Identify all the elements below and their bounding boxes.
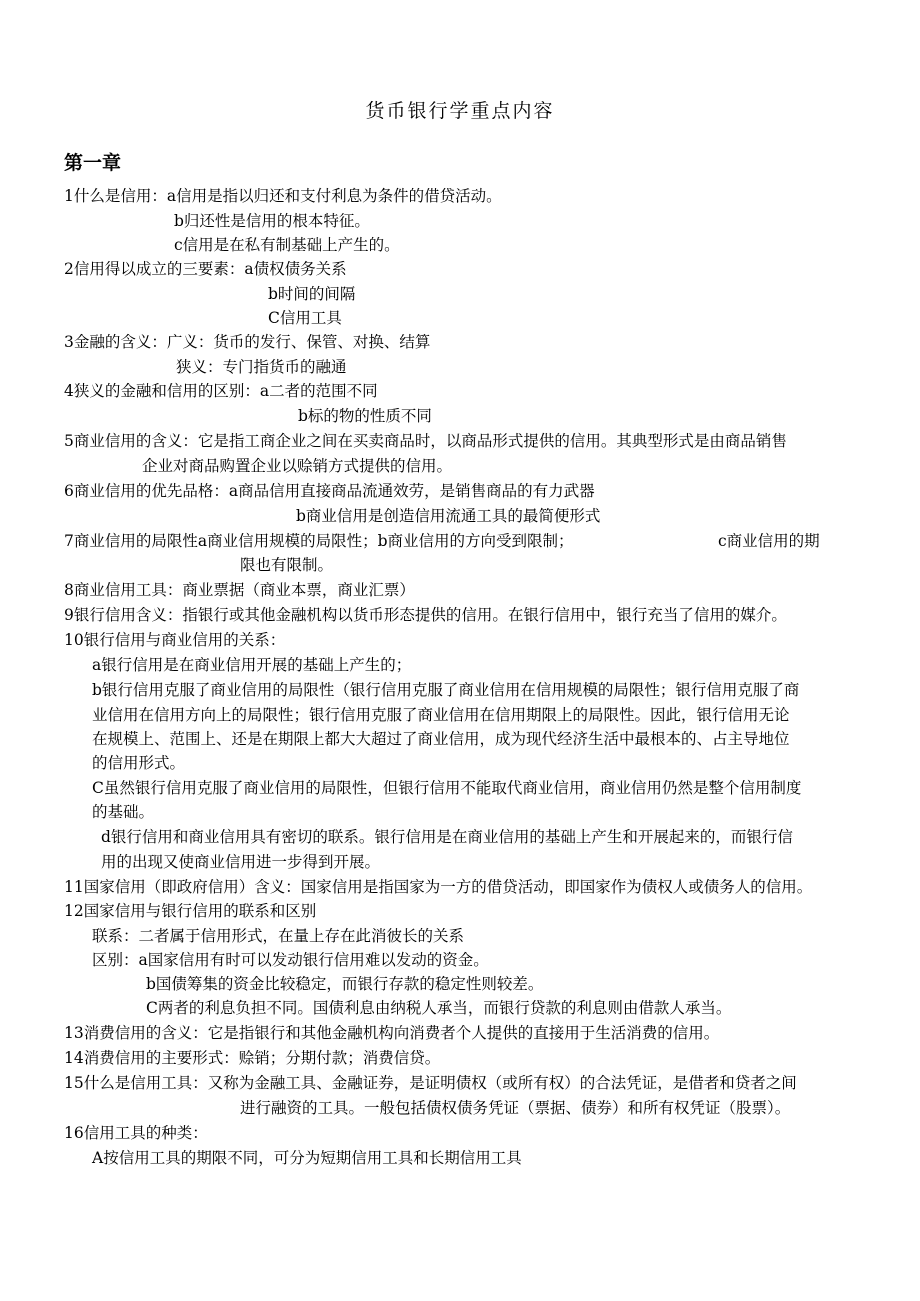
text-line: b归还性是信用的根本特征。 bbox=[174, 212, 370, 230]
text-line: 13消费信用的含义：它是指银行和其他金融机构向消费者个人提供的直接用于生活消费的信用。 bbox=[64, 1024, 720, 1042]
text-line: b商业信用是创造信用流通工具的最简便形式 bbox=[296, 507, 601, 525]
text-line: 4狭义的金融和信用的区别：a二者的范围不同 bbox=[64, 382, 378, 400]
text-line: 10银行信用与商业信用的关系： bbox=[64, 631, 286, 649]
text-line: d银行信用和商业信用具有密切的联系。银行信用是在商业信用的基础上产生和开展起来的，而银行信 bbox=[101, 828, 793, 846]
text-line: 业信用在信用方向上的局限性；银行信用克服了商业信用在信用期限上的局限性。因此，银行信用无论 bbox=[92, 706, 790, 724]
text-line: b时间的间隔 bbox=[268, 285, 356, 303]
text-line: 区别：a国家信用有时可以发动银行信用难以发动的资金。 bbox=[92, 951, 489, 969]
text-line: 的信用形式。 bbox=[92, 754, 186, 772]
text-line: C虽然银行信用克服了商业信用的局限性，但银行信用不能取代商业信用，商业信用仍然是整个信用制度 bbox=[92, 779, 802, 797]
text-line: 在规模上、范围上、还是在期限上都大大超过了商业信用，成为现代经济生活中最根本的、占主导地位 bbox=[92, 730, 790, 748]
text-line: c信用是在私有制基础上产生的。 bbox=[174, 236, 400, 254]
text-line: 用的出现又使商业信用进一步得到开展。 bbox=[101, 853, 381, 871]
text-line: 16信用工具的种类： bbox=[64, 1124, 208, 1142]
text-line: b国债筹集的资金比较稳定，而银行存款的稳定性则较差。 bbox=[146, 975, 544, 993]
text-line: 14消费信用的主要形式：赊销；分期付款；消费信贷。 bbox=[64, 1049, 441, 1067]
text-line: 3金融的含义：广义：货币的发行、保管、对换、结算 bbox=[64, 333, 431, 351]
text-line: C两者的利息负担不同。国债利息由纳税人承当，而银行贷款的利息则由借款人承当。 bbox=[146, 999, 732, 1017]
text-line: A按信用工具的期限不同，可分为短期信用工具和长期信用工具 bbox=[92, 1149, 522, 1167]
document-title: 货币银行学重点内容 bbox=[365, 100, 555, 122]
text-line: 6商业信用的优先品格：a商品信用直接商品流通效劳，是销售商品的有力武器 bbox=[64, 482, 595, 500]
text-line: 8商业信用工具：商业票据（商业本票，商业汇票） bbox=[64, 581, 415, 599]
text-line: 进行融资的工具。一般包括债权债务凭证（票据、债券）和所有权凭证（股票）。 bbox=[240, 1099, 791, 1117]
text-line: 企业对商品购置企业以赊销方式提供的信用。 bbox=[142, 457, 453, 475]
text-line: b标的物的性质不同 bbox=[298, 407, 432, 425]
text-line: C信用工具 bbox=[268, 309, 342, 327]
text-line: b银行信用克服了商业信用的局限性（银行信用克服了商业信用在信用规模的局限性；银行信用克服了商 bbox=[92, 681, 800, 699]
text-line: 限也有限制。 bbox=[240, 556, 334, 574]
text-line: 2信用得以成立的三要素：a债权债务关系 bbox=[64, 260, 347, 278]
text-line: 9银行信用含义：指银行或其他金融机构以货币形态提供的信用。在银行信用中，银行充当了信用的媒介。 bbox=[64, 606, 787, 624]
text-line: 狭义：专门指货币的融通 bbox=[176, 358, 347, 376]
text-line: 1什么是信用：a信用是指以归还和支付利息为条件的借贷活动。 bbox=[64, 187, 502, 205]
text-line: a银行信用是在商业信用开展的基础上产生的； bbox=[92, 656, 412, 674]
text-line: 12国家信用与银行信用的联系和区别 bbox=[64, 902, 317, 920]
text-line: 联系：二者属于信用形式，在量上存在此消彼长的关系 bbox=[92, 927, 465, 945]
text-line: 5商业信用的含义：它是指工商企业之间在买卖商品时，以商品形式提供的信用。其典型形式是由商品销售 bbox=[64, 432, 787, 450]
chapter-heading: 第一章 bbox=[64, 152, 122, 174]
text-line: 的基础。 bbox=[92, 803, 155, 821]
text-line: 7商业信用的局限性a商业信用规模的局限性；b商业信用的方向受到限制； bbox=[64, 532, 574, 550]
text-line: c商业信用的期 bbox=[718, 532, 820, 550]
text-line: 11国家信用（即政府信用）含义：国家信用是指国家为一方的借贷活动，即国家作为债权人或债务人的信用。 bbox=[64, 878, 813, 896]
text-line: 15什么是信用工具：又称为金融工具、金融证券，是证明债权（或所有权）的合法凭证，是借者和贷者之间 bbox=[64, 1074, 797, 1092]
